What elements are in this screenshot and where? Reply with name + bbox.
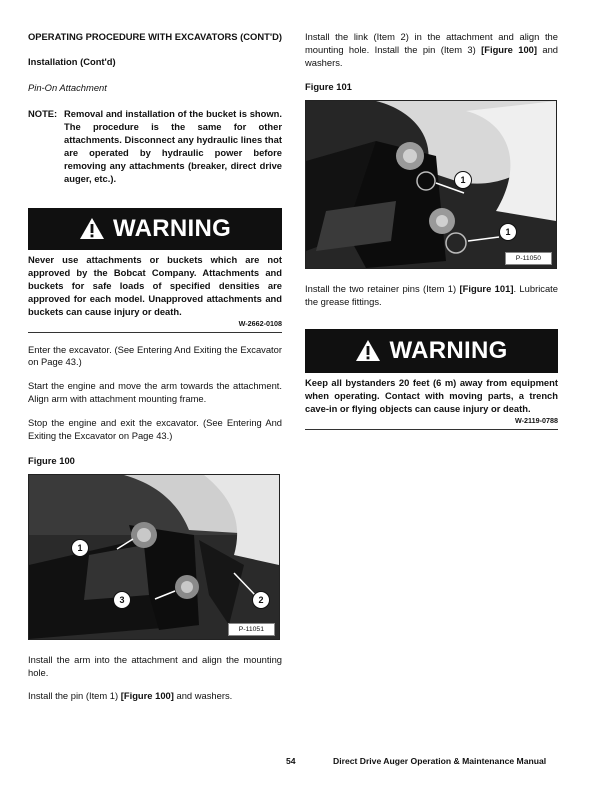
- paragraph: Stop the engine and exit the excavator. (See Entering And Exiting the Excavator on Page 43.): [28, 417, 282, 442]
- paragraph-text: Install the pin (Item 1): [28, 690, 121, 702]
- warning-label: WARNING: [389, 337, 508, 365]
- paragraph: Start the engine and move the arm towards the attachment. Align arm with attachment mounting frame.: [28, 380, 282, 405]
- figure-title: Figure 100: [28, 455, 75, 467]
- paragraph-text: Install the link (Item 2) in the attachment and align the mounting hole. Install the pin (Item 3): [305, 31, 558, 55]
- callout-1-lower: 1: [499, 223, 517, 241]
- warning-banner: [305, 329, 558, 373]
- warning-triangle-icon: [355, 339, 381, 362]
- sub-subheading: Pin-On Attachment: [28, 81, 107, 93]
- warning-triangle-icon: [79, 217, 105, 240]
- photo-code: P-11051: [228, 623, 275, 636]
- warning-code: W-2119-0788: [514, 415, 558, 425]
- warning-label: WARNING: [112, 215, 232, 243]
- paragraph-text: . Lubricate the grease fittings.: [305, 282, 558, 307]
- warning-banner: [28, 208, 282, 250]
- warning-text: Never use attachments or buckets which are not approved by the Bobcat Company. Attachments and buckets for safe loads of specified densities are approved for each model. Unapproved attachments and buckets can cause injury or death.: [28, 253, 282, 317]
- paragraph-text: and washers.: [305, 43, 558, 68]
- paragraph: [28, 690, 282, 703]
- right-column: [305, 31, 558, 430]
- divider: [28, 332, 282, 333]
- paragraph-text: Install the two retainer pins (Item 1): [305, 282, 460, 294]
- subheading: Installation (Cont'd): [28, 55, 116, 67]
- paragraph: Install the arm into the attachment and align the mounting hole.: [28, 654, 282, 679]
- figure-reference: [Figure 100]: [481, 43, 537, 55]
- section-heading: OPERATING PROCEDURE WITH EXCAVATORS (CONT'D): [28, 31, 282, 42]
- callout-2: 2: [252, 591, 270, 609]
- figure-reference: [Figure 101]: [459, 282, 514, 294]
- note-text: Removal and installation of the bucket is shown. The procedure is the same for other attachments. Disconnect any hydraulic lines that are operated by hydraulic power before removing any attachments (breaker, direct drive auger, etc.).: [64, 107, 282, 184]
- page-number: 54: [286, 756, 296, 766]
- callout-3: 3: [113, 591, 131, 609]
- figure-reference: [Figure 100]: [120, 690, 174, 702]
- note-block: [28, 108, 282, 186]
- photo-code: P-11050: [505, 252, 552, 265]
- excavator-arm-photo: [29, 475, 279, 639]
- figure-101-photo: [305, 100, 557, 269]
- warning-text: Keep all bystanders 20 feet (6 m) away from equipment when operating. Contact with moving parts, a trench cave-in or flying objects can cause injury or death.: [305, 376, 558, 414]
- divider: [305, 429, 558, 430]
- warning-code: W-2662-0108: [238, 318, 282, 328]
- callout-1-upper: 1: [454, 171, 472, 189]
- paragraph: [305, 31, 558, 70]
- callout-1: 1: [71, 539, 89, 557]
- note-label: NOTE:: [28, 107, 58, 119]
- left-column: [28, 31, 282, 703]
- retainer-pins-photo: [306, 101, 556, 268]
- paragraph-text: and washers.: [173, 690, 233, 702]
- manual-title: Direct Drive Auger Operation & Maintenance Manual: [333, 756, 547, 766]
- figure-100-photo: [28, 474, 280, 640]
- figure-title: Figure 101: [305, 80, 352, 92]
- paragraph: [305, 283, 558, 309]
- paragraph: Enter the excavator. (See Entering And Exiting the Excavator on Page 43.): [28, 343, 282, 368]
